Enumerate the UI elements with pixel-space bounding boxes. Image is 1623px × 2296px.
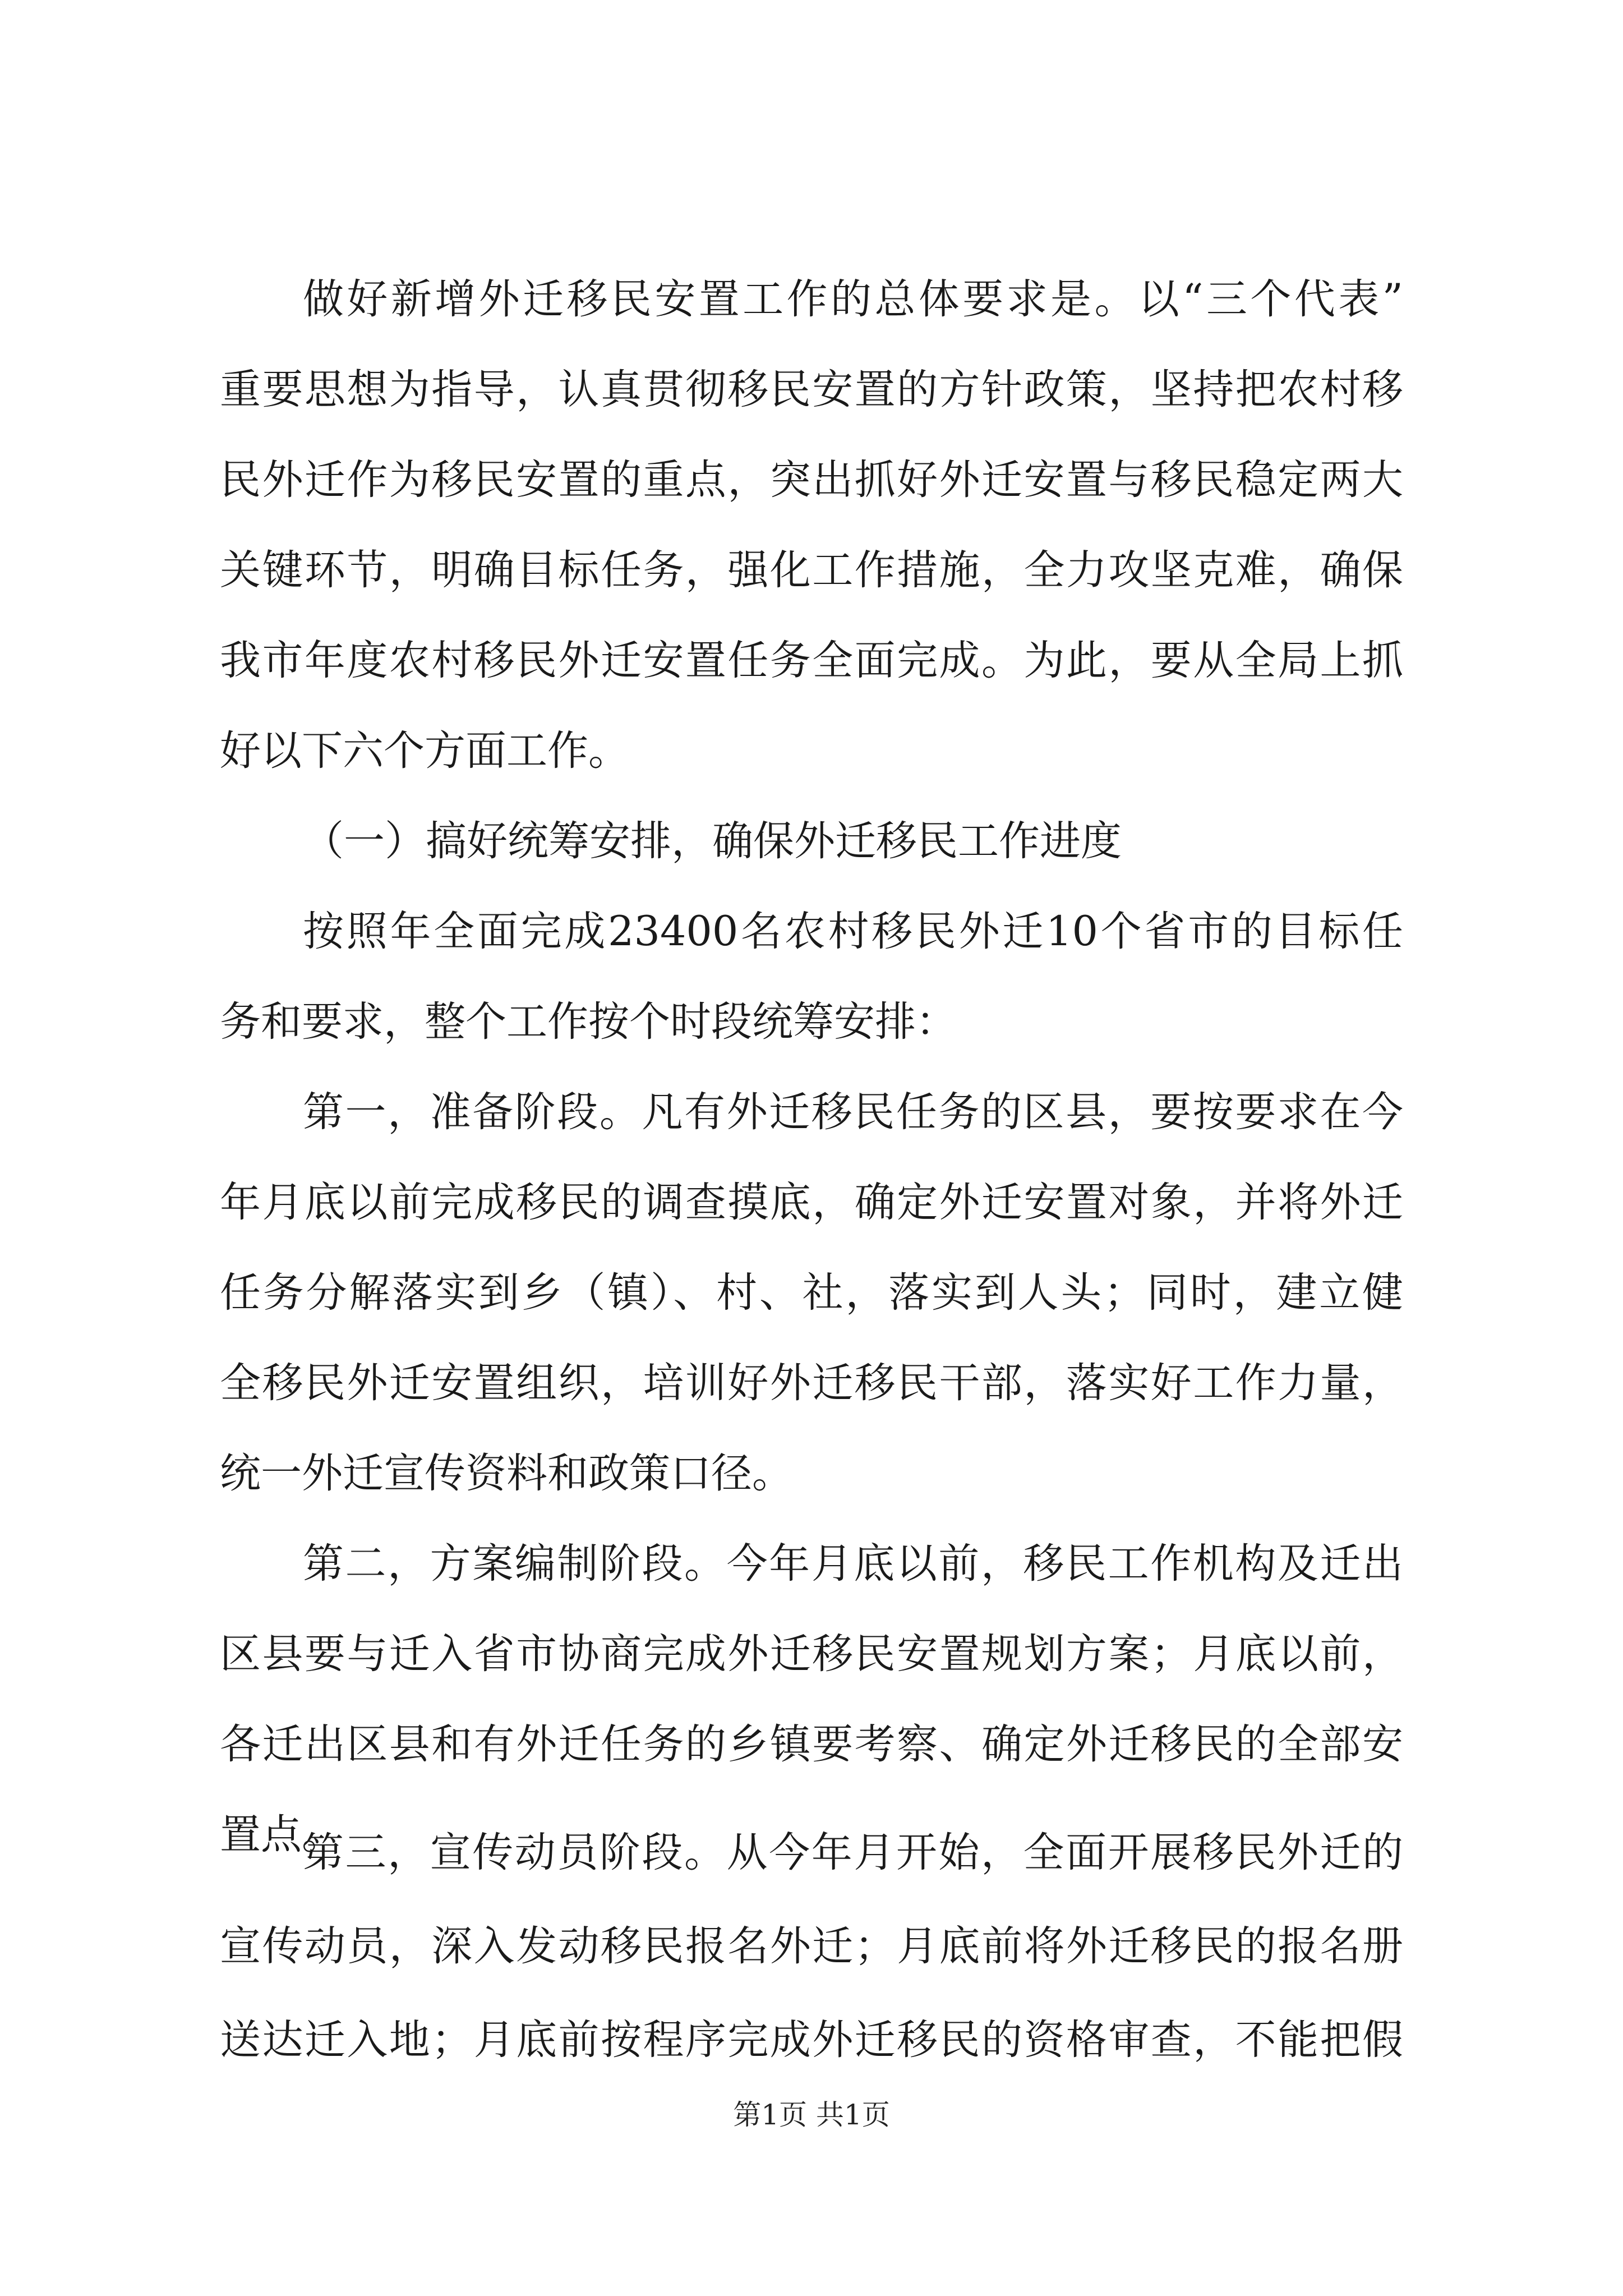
paragraph-1-line-5: 我市年度农村移民外迁安置任务全面完成。为此，要从全局上抓 [220,637,1403,684]
paragraph-3-line-1: 按照年全面完成23400名农村移民外迁10个省市的目标任 [303,908,1403,955]
paragraph-1-line-6: 好以下六个方面工作。 [220,727,629,775]
paragraph-4-line-3: 任务分解落实到乡（镇）、村、社，落实到人头；同时，建立健 [220,1269,1403,1317]
paragraph-5-line-1: 第二，方案编制阶段。今年月底以前，移民工作机构及迁出 [303,1540,1403,1588]
paragraph-4-line-2: 年月底以前完成移民的调查摸底，确定外迁安置对象，并将外迁 [220,1179,1403,1226]
paragraph-4-line-4: 全移民外迁安置组织，培训好外迁移民干部，落实好工作力量， [220,1359,1403,1407]
paragraph-5-line-3: 各迁出区县和有外迁任务的乡镇要考察、确定外迁移民的全部安 [220,1720,1403,1768]
paragraph-1-line-4: 关键环节，明确目标任务，强化工作措施，全力攻坚克难，确保 [220,546,1403,594]
page-footer: 第1页 共1页 [733,2099,890,2131]
paragraph-5-line-2: 区县要与迁入省市协商完成外迁移民安置规划方案；月底以前， [220,1630,1403,1678]
paragraph-6-line-1: 第三，宣传动员阶段。从今年月开始，全面开展移民外迁的 [303,1829,1403,1876]
paragraph-3-line-2: 务和要求，整个工作按个时段统筹安排： [220,998,957,1046]
section-heading: （一）搞好统筹安排，确保外迁移民工作进度 [303,817,1122,865]
paragraph-1-line-1: 做好新增外迁移民安置工作的总体要求是。以“三个代表” [303,275,1403,323]
paragraph-5-line-4: 置点。 [220,1811,343,1858]
paragraph-6-line-3: 送达迁入地；月底前按程序完成外迁移民的资格审查，不能把假 [220,2016,1403,2064]
paragraph-4-line-5: 统一外迁宣传资料和政策口径。 [220,1450,793,1497]
paragraph-6-line-2: 宣传动员，深入发动移民报名外迁；月底前将外迁移民的报名册 [220,1922,1403,1970]
paragraph-1-line-3: 民外迁作为移民安置的重点，突出抓好外迁安置与移民稳定两大 [220,456,1403,504]
paragraph-1-line-2: 重要思想为指导，认真贯彻移民安置的方针政策，坚持把农村移 [220,366,1403,413]
paragraph-4-line-1: 第一，准备阶段。凡有外迁移民任务的区县，要按要求在今 [303,1088,1403,1136]
